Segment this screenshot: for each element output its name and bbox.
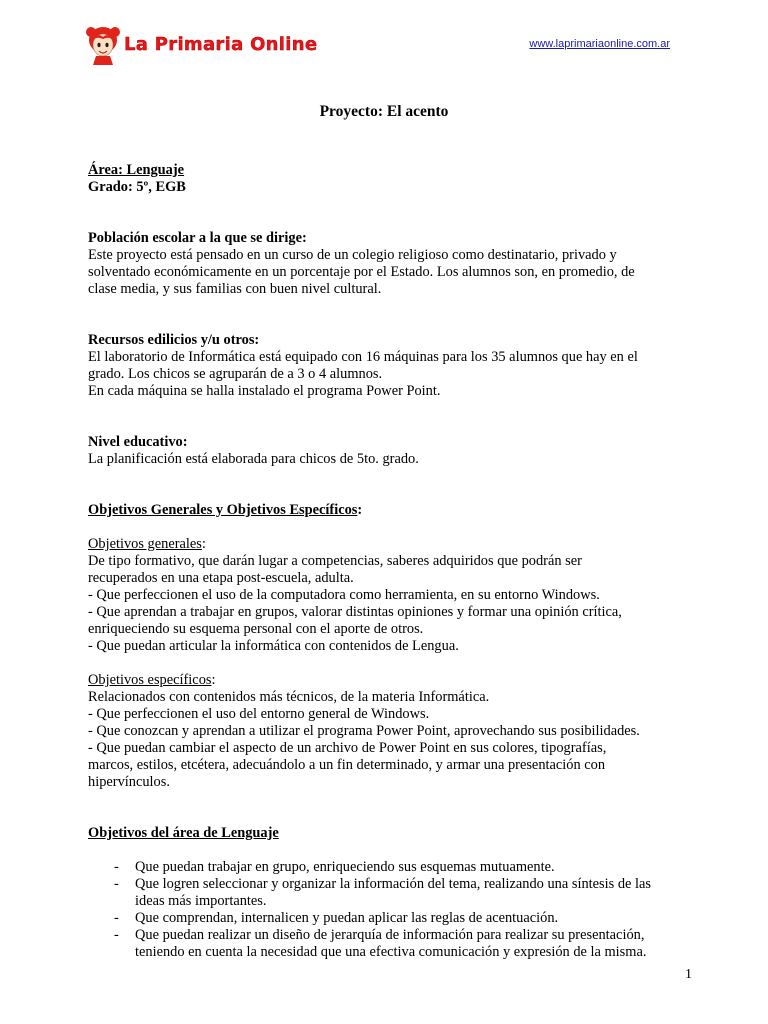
page-number: 1 (685, 967, 692, 982)
area-line: Área: Lenguaje (88, 162, 185, 178)
site-url-link[interactable]: www.laprimariaonline.com.ar (529, 38, 670, 50)
list-item (88, 859, 698, 876)
page-title: Proyecto: El acento (319, 103, 449, 120)
list-item (88, 910, 698, 927)
objetivos-heading-text: Objetivos Generales y Objetivos Específicos (88, 502, 358, 518)
list-item-line: Que comprendan, internalicen y puedan aplicar las reglas de acentuación. (135, 910, 559, 926)
paragraph-line: - Que puedan cambiar el aspecto de un archivo de Power Point en sus colores, tipografías, (88, 740, 607, 756)
list-item (88, 876, 698, 910)
document-body (88, 162, 698, 961)
bullet-dash: - (114, 927, 119, 943)
grado-line: Grado: 5º, EGB (88, 179, 186, 195)
paragraph-line: solventado económicamente en un porcentaje por el Estado. Los alumnos son, en promedio, de (88, 264, 635, 280)
list-item-line: ideas más importantes. (135, 893, 267, 909)
paragraph-line: hipervínculos. (88, 774, 170, 790)
paragraph-line: clase media, y sus familias con buen nivel cultural. (88, 281, 382, 297)
paragraph-line: - Que puedan articular la informática con contenidos de Lengua. (88, 638, 459, 654)
paragraph-line: Este proyecto está pensado en un curso de un colegio religioso como destinatario, privado y (88, 247, 617, 263)
objetivos-generales-label (88, 536, 698, 553)
objetivos-heading (88, 502, 698, 519)
poblacion-heading: Población escolar a la que se dirige: (88, 230, 307, 246)
list-item-line: teniendo en cuenta la necesidad que una efectiva comunicación y expresión de la misma. (135, 944, 647, 960)
recursos-heading: Recursos edilicios y/u otros: (88, 332, 260, 348)
brand-name: La Primaria Online (124, 33, 318, 55)
objetivos-especificos-colon: : (211, 672, 216, 688)
paragraph-line: La planificación está elaborada para chicos de 5to. grado. (88, 451, 419, 467)
list-item-line: Que puedan trabajar en grupo, enriqueciendo sus esquemas mutuamente. (135, 859, 555, 875)
objetivos-generales-colon: : (201, 536, 206, 552)
girl-face-logo-icon (84, 22, 122, 66)
nivel-heading: Nivel educativo: (88, 434, 188, 450)
paragraph-line: enriqueciendo su esquema personal con el aporte de otros. (88, 621, 424, 637)
objetivos-especificos-label (88, 672, 698, 689)
header-logo[interactable] (84, 22, 317, 66)
paragraph-line: marcos, estilos, etcétera, adecuándolo a un fin determinado, y armar una presentación con (88, 757, 606, 773)
paragraph-line: - Que aprendan a trabajar en grupos, valorar distintas opiniones y formar una opinión crítica, (88, 604, 622, 620)
bullet-dash: - (114, 859, 119, 875)
bullet-dash: - (114, 876, 119, 892)
paragraph-line: recuperados en una etapa post-escuela, adulta. (88, 570, 354, 586)
paragraph-line: Relacionados con contenidos más técnicos, de la materia Informática. (88, 689, 490, 705)
objetivos-generales-text: Objetivos generales (88, 536, 202, 552)
paragraph-line: - Que perfeccionen el uso del entorno general de Windows. (88, 706, 430, 722)
paragraph-line: El laboratorio de Informática está equipado con 16 máquinas para los 35 alumnos que hay en el (88, 349, 638, 365)
lenguaje-heading: Objetivos del área de Lenguaje (88, 825, 279, 841)
objetivos-especificos-text: Objetivos específicos (88, 672, 212, 688)
paragraph-line: - Que conozcan y aprendan a utilizar el programa Power Point, aprovechando sus posibilidades. (88, 723, 640, 739)
list-item-line: Que puedan realizar un diseño de jerarquía de información para realizar su presentación, (135, 927, 645, 943)
bullet-dash: - (114, 910, 119, 926)
paragraph-line: En cada máquina se halla instalado el programa Power Point. (88, 383, 441, 399)
paragraph-line: De tipo formativo, que darán lugar a competencias, saberes adquiridos que podrán ser (88, 553, 582, 569)
list-item-line: Que logren seleccionar y organizar la información del tema, realizando una síntesis de las (135, 876, 651, 892)
paragraph-line: grado. Los chicos se agruparán de a 3 o 4 alumnos. (88, 366, 383, 382)
lenguaje-bullet-list (88, 859, 698, 961)
objetivos-heading-colon: : (357, 502, 363, 518)
list-item (88, 927, 698, 961)
paragraph-line: - Que perfeccionen el uso de la computadora como herramienta, en su entorno Windows. (88, 587, 600, 603)
